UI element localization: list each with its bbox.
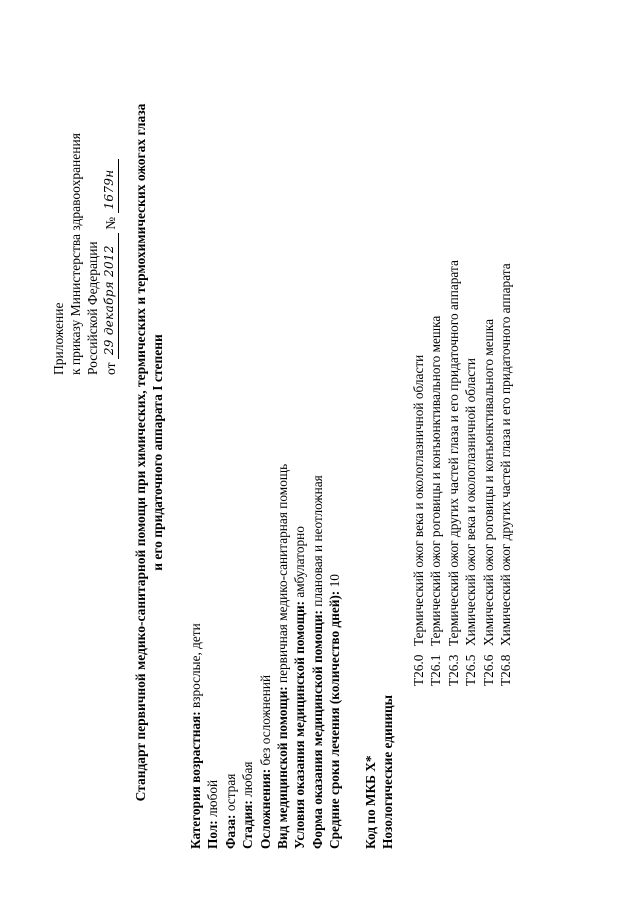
list-item bbox=[480, 260, 497, 686]
attr-stage: Стадия: любая bbox=[240, 761, 256, 849]
icd-code-list bbox=[410, 260, 514, 686]
attr-phase: Фаза: острая bbox=[222, 773, 238, 849]
attr-care-form: Форма оказания медицинской помощи: плановая и неотложная bbox=[309, 475, 325, 849]
handwritten-date: 29 декабря 2012 bbox=[101, 233, 119, 359]
attr-care-conditions: Условия оказания медицинской помощи: амбулаторно bbox=[292, 526, 308, 849]
icd-code: T26.1 bbox=[428, 654, 444, 686]
icd-code: T26.3 bbox=[445, 654, 461, 686]
list-item bbox=[445, 260, 462, 686]
header-appendix: Приложение bbox=[51, 302, 66, 375]
number-sign: № bbox=[103, 216, 118, 230]
document-title bbox=[132, 0, 166, 905]
attr-care-type: Вид медицинской помощи: первичная медико-санитарная помощь bbox=[275, 463, 291, 849]
icd-code: T26.5 bbox=[463, 654, 479, 686]
icd-description: Термический ожог роговицы и конъюнктивального мешка bbox=[428, 315, 444, 646]
icd-description: Термический ожог века и окологлазничной области bbox=[411, 354, 426, 646]
icd-description: Химический ожог века и окологлазничной области bbox=[463, 357, 479, 646]
header-date-number-row bbox=[101, 45, 119, 375]
header-from-label: от bbox=[103, 362, 118, 375]
handwritten-order-number: 1679н bbox=[101, 160, 119, 214]
list-item bbox=[462, 260, 479, 686]
icd-code: T26.6 bbox=[480, 654, 496, 686]
attr-sex: Пол: любой bbox=[205, 779, 221, 849]
title-line-1: Стандарт первичной медико-санитарной помощи при химических, термических и термохимических ожогах глаза bbox=[133, 103, 148, 802]
icd-code: T26.8 bbox=[498, 654, 514, 686]
icd-description: Термический ожог других частей глаза и его придаточного аппарата bbox=[445, 260, 461, 646]
list-item bbox=[497, 260, 514, 686]
attr-age-category: Категория возрастная: взрослые, дети bbox=[188, 623, 203, 849]
icd-code: T26.0 bbox=[411, 654, 426, 686]
standard-attributes bbox=[187, 464, 344, 849]
attr-treatment-duration: Средние сроки лечения (количество дней): 10 bbox=[327, 574, 343, 849]
nosology-label: Нозологические единицы bbox=[380, 694, 396, 849]
mkb-section-heading bbox=[362, 695, 397, 849]
header-country: Российской Федерации bbox=[85, 241, 100, 375]
list-item bbox=[427, 260, 444, 686]
header-order-ref: к приказу Министерства здравоохранения bbox=[68, 133, 83, 375]
title-line-2: и его придаточного аппарата I степени bbox=[150, 334, 165, 571]
icd-description: Химический ожог других частей глаза и его придаточного аппарата bbox=[498, 263, 514, 646]
mkb-code-label: Код по МКБ X* bbox=[363, 755, 378, 849]
icd-description: Химический ожог роговицы и конъюнктивального мешка bbox=[480, 318, 496, 646]
list-item bbox=[410, 260, 427, 686]
order-header bbox=[50, 45, 119, 375]
attr-complications: Осложнения: без осложнений bbox=[257, 674, 273, 849]
